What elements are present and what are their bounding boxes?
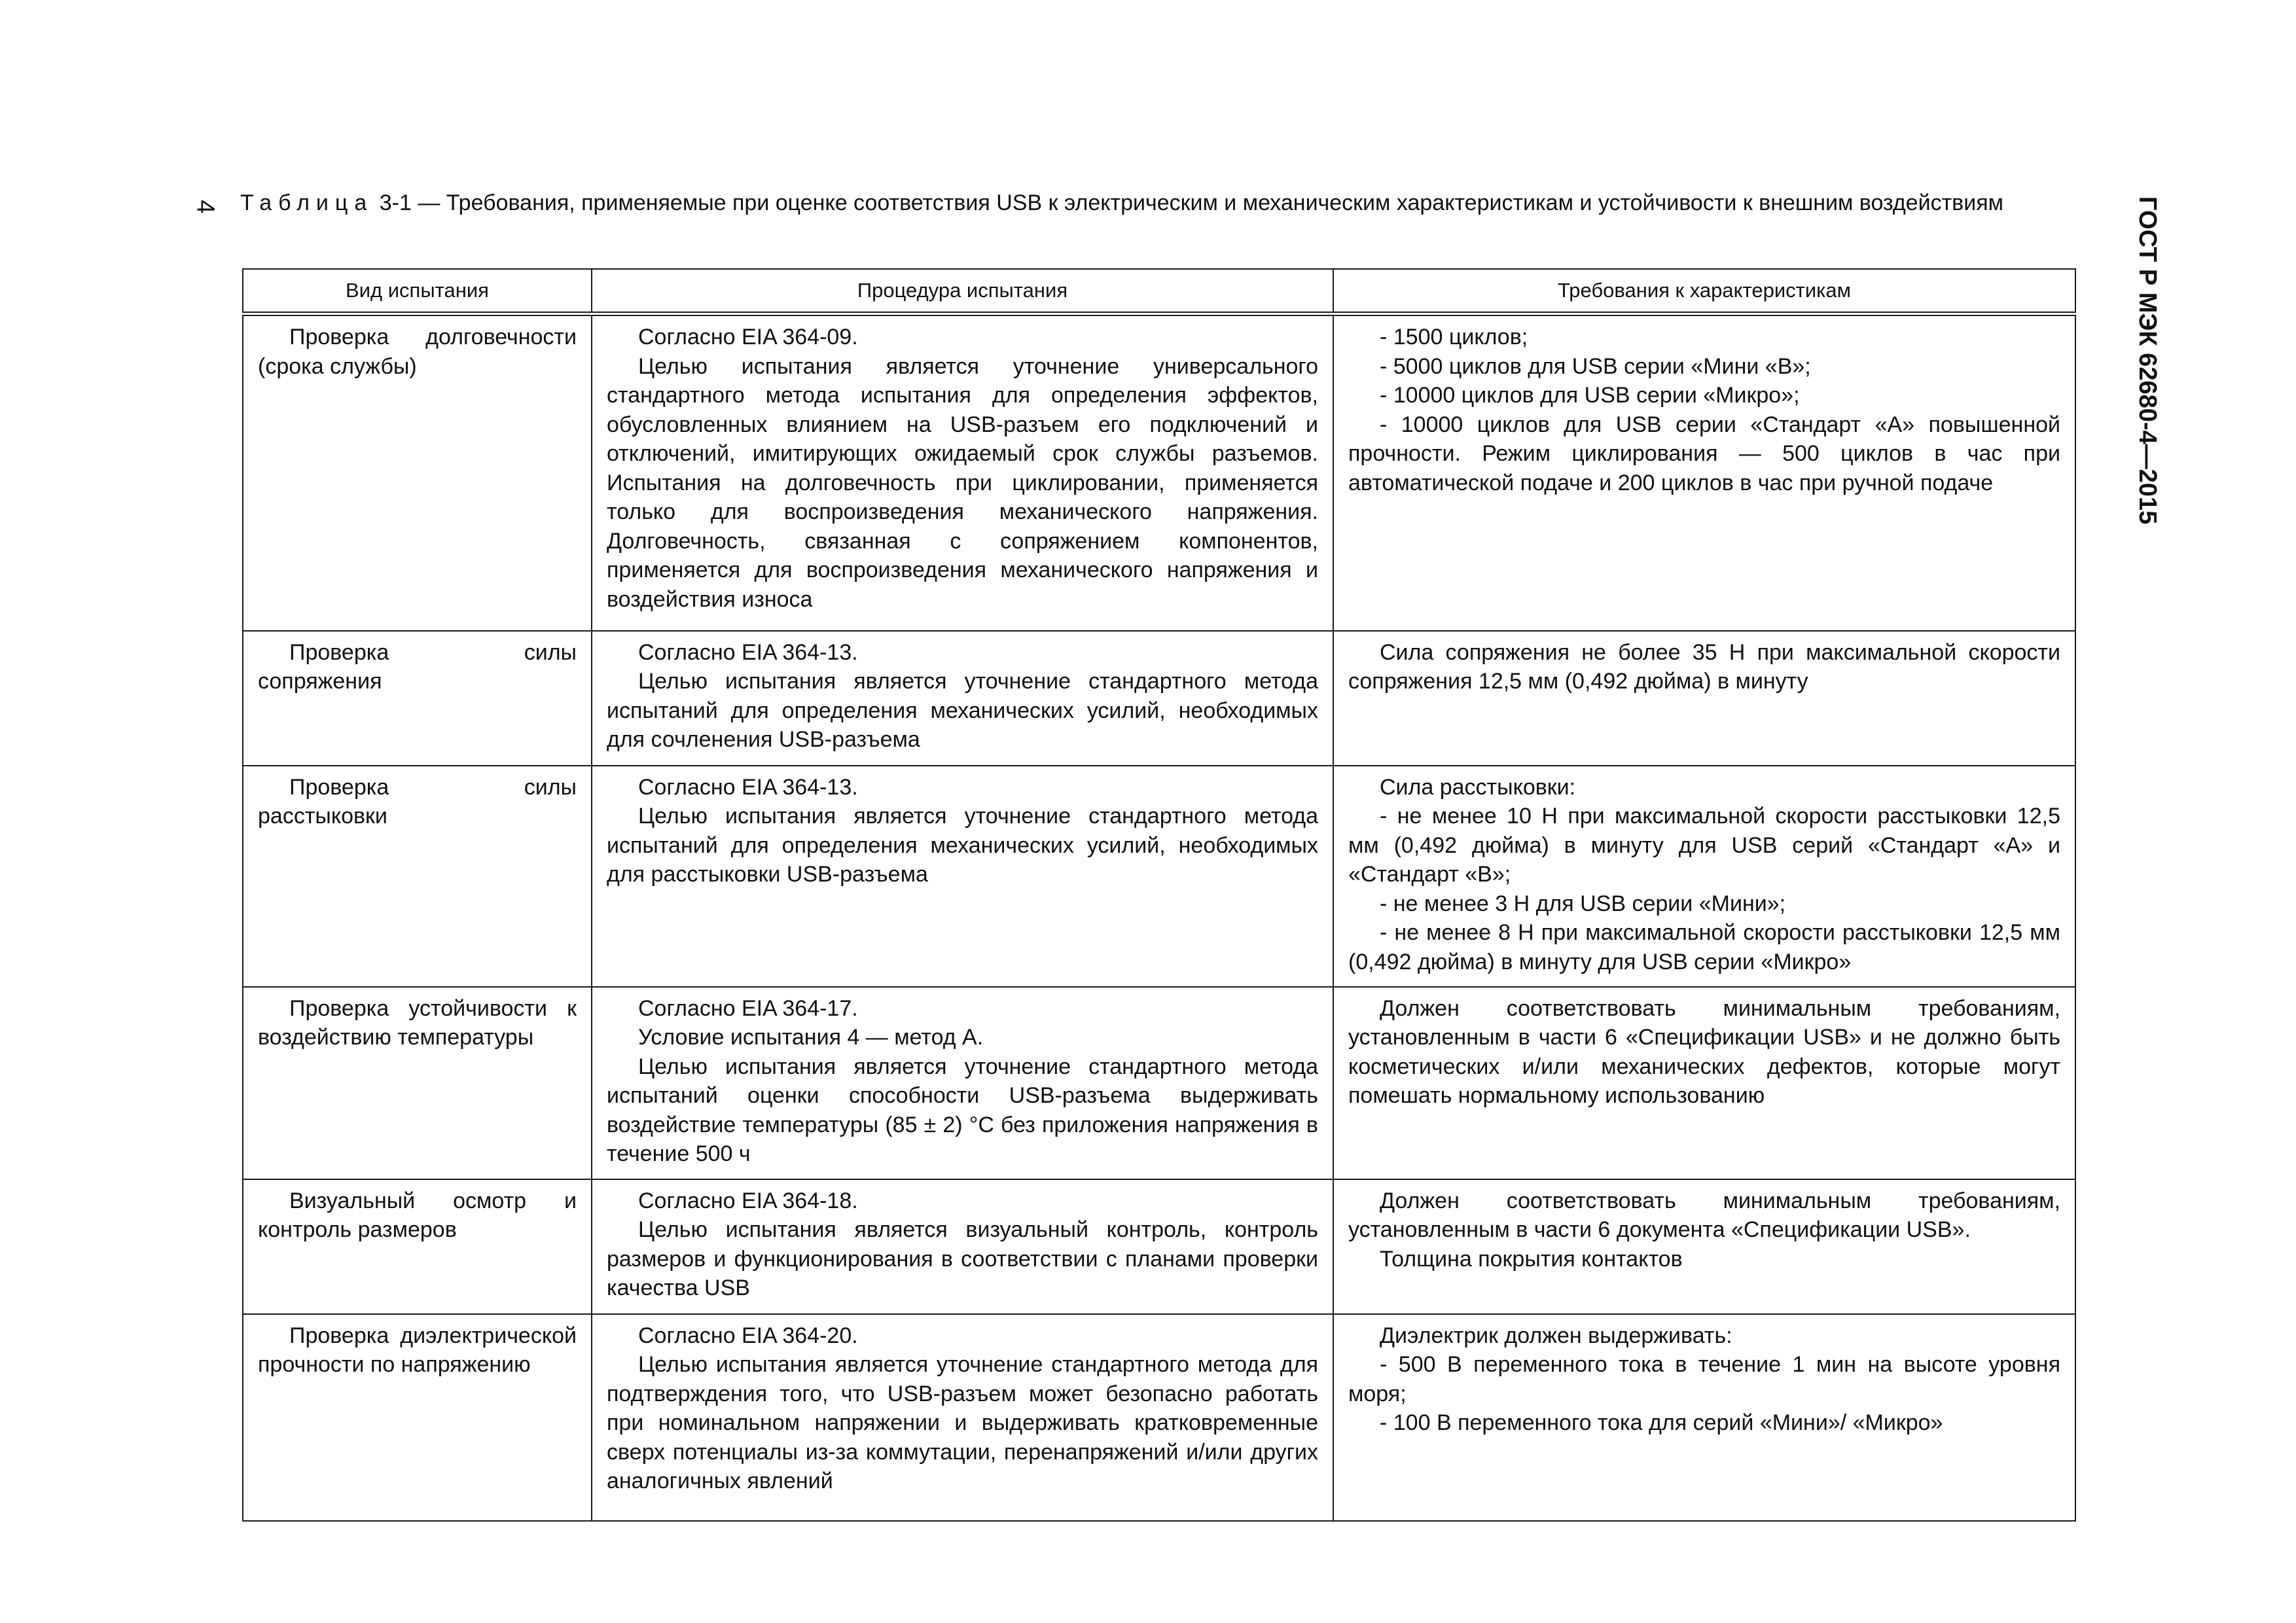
cell-paragraph: Проверка долговечности (срока службы) — [258, 325, 577, 379]
cell-paragraph: Целью испытания является уточнение стандартного метода испытаний для определения механических усилий, необходимых для сочленения USB-разъема — [607, 669, 1318, 752]
cell-requirements — [1333, 314, 2075, 631]
cell-procedure — [592, 766, 1333, 987]
cell-paragraph: Должен соответствовать минимальным требованиям, установленным в части 6 документа «Спецификации USB». — [1348, 1188, 2060, 1242]
cell-paragraph: Согласно EIA 364-18. — [638, 1188, 858, 1213]
requirements-table — [242, 268, 2076, 1522]
cell-paragraph: Проверка диэлектрической прочности по напряжению — [258, 1323, 577, 1377]
cell-paragraph: Целью испытания является уточнение универсального стандартного метода испытания для определения эффектов, обусловленных влиянием на USB-разъем его подключений и отключений, имитирующих ожидаемый срок службы разъемов. Испытания на долговечность при циклировании, применяется только для воспроизведения механического напряжения. Долговечность, связанная с сопряжением компонентов, применяется для воспроизведения механического напряжения и воздействия износа — [607, 353, 1318, 612]
cell-paragraph: Сила сопряжения не более 35 Н при максимальной скорости сопряжения 12,5 мм (0,492 дюйма) в минуту — [1348, 639, 2060, 694]
cell-paragraph: Согласно EIA 364-13. — [638, 774, 858, 800]
cell-test-type — [243, 766, 592, 987]
cell-paragraph: Визуальный осмотр и контроль размеров — [258, 1188, 577, 1242]
page-number: 4 — [191, 200, 219, 214]
cell-requirements — [1333, 631, 2075, 766]
table-row — [243, 314, 2075, 631]
cell-procedure — [592, 987, 1333, 1179]
table-header-row — [243, 269, 2075, 314]
cell-requirements — [1333, 1314, 2075, 1521]
cell-requirements — [1333, 1179, 2075, 1314]
table-body — [243, 314, 2075, 1521]
requirements-table-container — [242, 268, 2075, 1522]
cell-paragraph: Согласно EIA 364-17. — [638, 995, 858, 1021]
cell-procedure — [592, 1314, 1333, 1521]
cell-paragraph: - 1500 циклов; — [1380, 325, 1528, 349]
document-code: ГОСТ Р МЭК 62680-4—2015 — [2134, 196, 2161, 525]
cell-test-type — [243, 987, 592, 1179]
cell-paragraph: Целью испытания является уточнение стандартного метода для подтверждения того, что USB-разъем может безопасно работать при номинальном напряжении и выдерживать кратковременные сверх потенциалы из-за коммутации, перенапряжений и/или других аналогичных явлений — [607, 1352, 1318, 1493]
table-row — [243, 1314, 2075, 1521]
cell-paragraph: - 10000 циклов для USB серии «Стандарт «А» повышенной прочности. Режим циклирования — 500 циклов в час при автоматической подаче и 200 циклов в час при ручной подаче — [1348, 412, 2060, 495]
header-procedure: Процедура испытания — [592, 269, 1333, 314]
header-requirements: Требования к характеристикам — [1333, 269, 2075, 314]
cell-paragraph: Проверка силы расстыковки — [258, 774, 577, 829]
cell-paragraph: Сила расстыковки: — [1380, 774, 1576, 800]
cell-paragraph: Целью испытания является уточнение стандартного метода испытаний оценки способности USB-разъема выдерживать воздействие температуры (85 ± 2) °С без приложения напряжения в течение 500 ч — [607, 1054, 1318, 1166]
cell-paragraph: Условие испытания 4 — метод А. — [638, 1025, 984, 1050]
cell-paragraph: - не менее 3 Н для USB серии «Мини»; — [1380, 891, 1786, 916]
cell-procedure — [592, 314, 1333, 631]
cell-test-type — [243, 1179, 592, 1314]
cell-paragraph: - 5000 циклов для USB серии «Мини «B»; — [1380, 353, 1811, 379]
cell-requirements — [1333, 766, 2075, 987]
table-row — [243, 631, 2075, 766]
cell-paragraph: Толщина покрытия контактов — [1380, 1246, 1683, 1272]
cell-paragraph: - не менее 8 Н при максимальной скорости расстыковки 12,5 мм (0,492 дюйма) в минуту для USB серии «Микро» — [1348, 920, 2060, 974]
table-row — [243, 987, 2075, 1179]
cell-procedure — [592, 631, 1333, 766]
cell-paragraph: Согласно EIA 364-20. — [638, 1323, 858, 1348]
cell-paragraph: Проверка устойчивости к воздействию температуры — [258, 995, 577, 1050]
table-caption-text: 3-1 — Требования, применяемые при оценке соответствия USB к электрическим и механическим характеристикам и устойчивости к внешним воздействиям — [379, 190, 2003, 215]
cell-paragraph: Проверка силы сопряжения — [258, 639, 577, 694]
cell-paragraph: - 10000 циклов для USB серии «Микро»; — [1380, 383, 1800, 408]
cell-paragraph: - 100 В переменного тока для серий «Мини»/ «Микро» — [1380, 1410, 1943, 1435]
cell-paragraph: Должен соответствовать минимальным требованиям, установленным в части 6 «Спецификации USB» и не должно быть косметических и/или механических дефектов, которые могут помешать нормальному использованию — [1348, 995, 2060, 1108]
table-header — [243, 269, 2075, 314]
cell-paragraph: - 500 В переменного тока в течение 1 мин на высоте уровня моря; — [1348, 1352, 2060, 1406]
cell-test-type — [243, 631, 592, 766]
cell-paragraph: Согласно EIA 364-09. — [638, 325, 858, 349]
cell-requirements — [1333, 987, 2075, 1179]
cell-paragraph: Целью испытания является визуальный контроль, контроль размеров и функционирования в соответствии с планами проверки качества USB — [607, 1217, 1318, 1300]
cell-paragraph: Целью испытания является уточнение стандартного метода испытаний для определения механических усилий, необходимых для расстыковки USB-разъема — [607, 804, 1318, 887]
cell-test-type — [243, 314, 592, 631]
table-caption-lead: Таблица — [240, 190, 374, 215]
table-row — [243, 766, 2075, 987]
table-caption — [240, 188, 2073, 218]
header-test-type: Вид испытания — [243, 269, 592, 314]
cell-test-type — [243, 1314, 592, 1521]
cell-paragraph: Диэлектрик должен выдерживать: — [1380, 1323, 1732, 1348]
table-row — [243, 1179, 2075, 1314]
cell-paragraph: Согласно EIA 364-13. — [638, 639, 858, 665]
cell-procedure — [592, 1179, 1333, 1314]
cell-paragraph: - не менее 10 Н при максимальной скорости расстыковки 12,5 мм (0,492 дюйма) в минуту для USB серий «Стандарт «А» и «Стандарт «В»; — [1348, 804, 2060, 887]
